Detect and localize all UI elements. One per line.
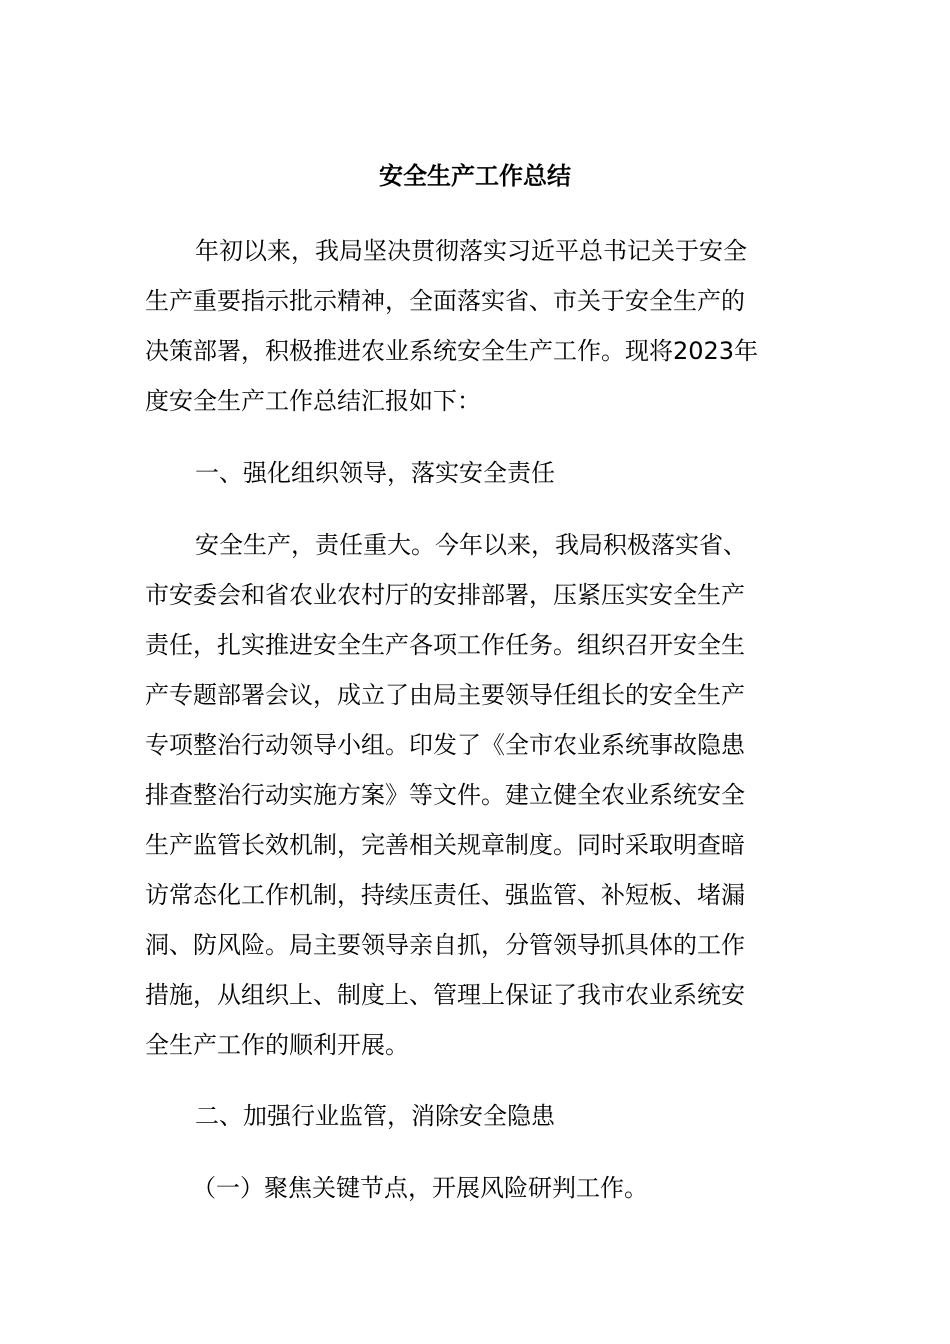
intro-line-3: 决策部署，积极推进农业系统安全生产工作。现将2023年 [145, 337, 759, 365]
section1-line-6: 排查整治行动实施方案》等文件。建立健全农业系统安全 [145, 781, 745, 809]
section1-line-11: 全生产工作的顺利开展。 [145, 1031, 409, 1059]
section1-line-8: 访常态化工作机制，持续压责任、强监管、补短板、堵漏 [145, 881, 745, 909]
section-heading-1: 一、强化组织领导，落实安全责任 [195, 459, 555, 487]
section1-line-9: 洞、防风险。局主要领导亲自抓，分管领导抓具体的工作 [145, 931, 745, 959]
intro-line-2: 生产重要指示批示精神，全面落实省、市关于安全生产的 [145, 287, 745, 315]
section1-line-10: 措施，从组织上、制度上、管理上保证了我市农业系统安 [145, 981, 745, 1009]
intro-line-4: 度安全生产工作总结汇报如下： [145, 387, 481, 415]
section-heading-2: 二、加强行业监管，消除安全隐患 [195, 1102, 555, 1130]
section1-line-5: 专项整治行动领导小组。印发了《全市农业系统事故隐患 [145, 731, 745, 759]
intro-line-1: 年初以来，我局坚决贯彻落实习近平总书记关于安全 [195, 237, 747, 265]
section1-line-1: 安全生产，责任重大。今年以来，我局积极落实省、 [195, 531, 747, 559]
section1-line-2: 市安委会和省农业农村厅的安排部署，压紧压实安全生产 [145, 581, 745, 609]
subsection-heading-1: （一）聚焦关键节点，开展风险研判工作。 [192, 1174, 648, 1202]
section1-line-4: 产专题部署会议，成立了由局主要领导任组长的安全生产 [145, 681, 745, 709]
section1-line-3: 责任，扎实推进安全生产各项工作任务。组织召开安全生 [145, 631, 745, 659]
document-title: 安全生产工作总结 [379, 162, 571, 190]
section1-line-7: 生产监管长效机制，完善相关规章制度。同时采取明查暗 [145, 831, 745, 859]
